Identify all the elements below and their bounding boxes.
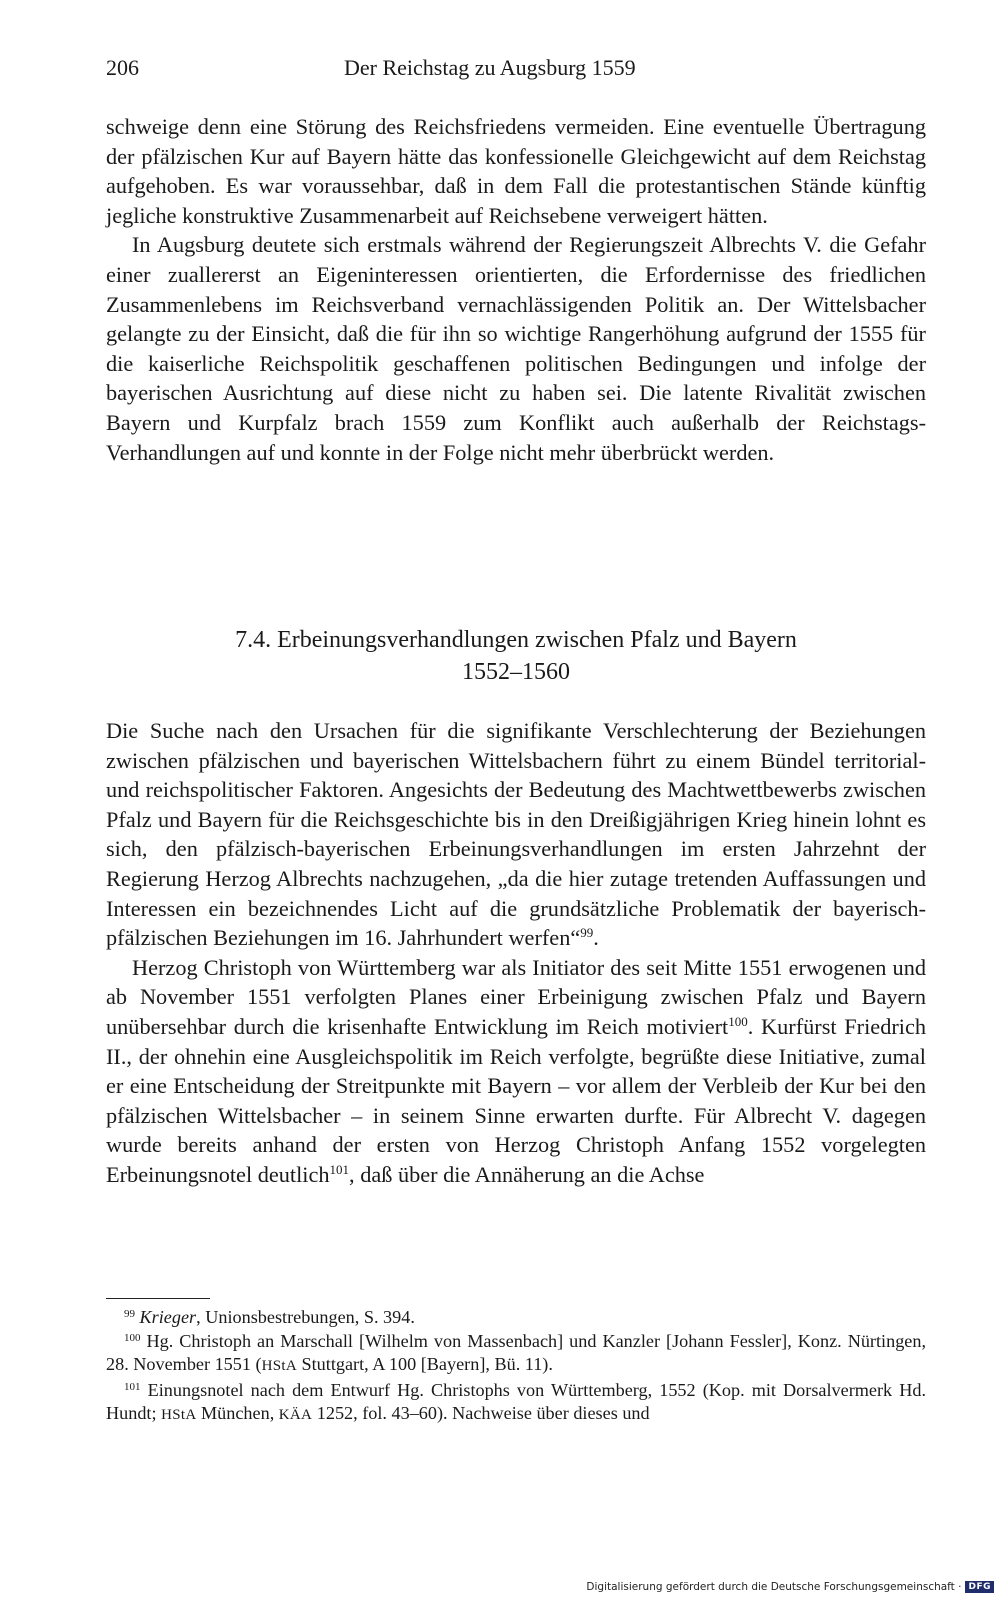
footnote-text: Stuttgart, A 100 [Bayern], Bü. 11). bbox=[296, 1354, 553, 1374]
paragraph-text: , daß über die Annäherung an die Achse bbox=[349, 1161, 705, 1187]
footnote bbox=[106, 1379, 926, 1428]
paragraph-text: Herzog Christoph von Württemberg war als Initiator des seit Mitte 1551 erwogenen und ab November 1551 verfolgten Planes einer Erbeinigung zwischen Pfalz und Bayern unübersehbar durch die krisenhafte Entwicklung im Reich motiviert bbox=[106, 954, 926, 1039]
digitization-text: Digitalisierung gefördert durch die Deutsche Forschungsgemeinschaft · bbox=[586, 1581, 962, 1593]
footnote-ref: 99 bbox=[580, 925, 594, 941]
paragraph: schweige denn eine Störung des Reichsfriedens vermeiden. Eine eventuelle Übertragung der pfälzischen Kur auf Bayern hätte das konfessionelle Gleichgewicht auf dem Reichstag aufgehoben. Es war voraussehbar, daß in dem Fall die protestantischen Stände künftig jegliche konstruktive Zusammenarbeit auf Reichsebene verweigert hätten. bbox=[106, 114, 926, 228]
dfg-logo: DFG bbox=[965, 1581, 994, 1593]
footnote-divider bbox=[106, 1298, 210, 1299]
running-header bbox=[106, 52, 926, 84]
paragraph: In Augsburg deutete sich erstmals während der Regierungszeit Albrechts V. die Gefahr einer zuallererst an Eigeninteressen orientierten, die Erfordernisse des friedlichen Zusammenlebens im Reichsverband vernachlässigenden Politik an. Der Wittelsbacher gelangte zu der Einsicht, daß die für ihn so wichtige Rangerhöhung aufgrund der 1555 für die kaiserliche Reichspolitik geschaffenen politischen Bedingungen und infolge der bayerischen Ausrichtung auf diese nicht zu haben sei. Die latente Rivalität zwischen Bayern und Kurpfalz brach 1559 zum Konflikt auch außerhalb der Reichstags-Verhandlungen auf und konnte in der Folge nicht mehr überbrückt werden. bbox=[106, 232, 926, 465]
paragraph-text: . Kurfürst Friedrich II., der ohnehin eine Ausgleichspolitik im Reich verfolgte, begrüßte diese Initiative, zumal er eine Entscheidung der Streitpunkte mit Bayern – vor allem der Verbleib der Kur bei den pfälzischen Wittelsbacher – in seinem Sinne erwarten durfte. Für Albrecht V. dagegen wurde bereits anhand der ersten von Herzog Christoph Anfang 1552 vorgelegten Erbeinungsnotel deutlich bbox=[106, 1013, 927, 1187]
footnote-number: 101 bbox=[124, 1380, 141, 1393]
footnote-ref: 100 bbox=[728, 1013, 748, 1029]
footnote bbox=[106, 1330, 926, 1379]
footnote-text: München, bbox=[196, 1403, 279, 1423]
footnotes bbox=[106, 1306, 926, 1428]
archive-abbrev: HStA bbox=[261, 1358, 297, 1374]
paragraph-text: Die Suche nach den Ursachen für die signifikante Verschlechterung der Beziehungen zwischen pfälzischen und bayerischen Wittelsbachern führt zu einem Bündel territorial- und reichspolitischer Faktoren. Angesichts der Bedeutung des Machtwettbewerbs zwischen Pfalz und Bayern für die Reichsgeschichte bis in den Dreißigjährigen Krieg hinein lohnt es sich, den pfälzisch-bayerischen Erbeinungsverhandlungen im ersten Jahrzehnt der Regierung Herzog Albrechts nachzugehen, „da die hier zutage tretenden Auffassungen und Interessen ein bezeichnendes Licht auf die grundsätzliche Problematik der bayerisch-pfälzischen Beziehungen im 16. Jahrhundert werfen“ bbox=[106, 718, 926, 951]
section-heading-title: 7.4. Erbeinungsverhandlungen zwischen Pfalz und Bayern bbox=[235, 627, 797, 653]
footnote bbox=[106, 1306, 926, 1330]
body-text-top bbox=[106, 112, 926, 467]
footnote-author: Krieger bbox=[139, 1307, 197, 1327]
running-title: Der Reichstag zu Augsburg 1559 bbox=[344, 55, 636, 80]
paragraph bbox=[106, 716, 926, 953]
section-heading bbox=[106, 624, 926, 688]
body-text-section bbox=[106, 716, 926, 1190]
digitization-notice bbox=[586, 1578, 994, 1596]
archive-abbrev: KÄA bbox=[278, 1407, 313, 1423]
paragraph-text: . bbox=[593, 925, 599, 951]
footnote-text: Einungsnotel nach dem Entwurf Hg. Christophs von Württemberg, 1552 (Kop. mit Dorsalvermerk Hd. Hundt; bbox=[106, 1379, 926, 1423]
paragraph bbox=[106, 953, 926, 1190]
footnote-number: 100 bbox=[124, 1331, 141, 1344]
footnote-text: 1252, fol. 43–60). Nachweise über dieses und bbox=[312, 1403, 650, 1423]
footnote-ref: 101 bbox=[329, 1161, 350, 1177]
footnote-text: , Unionsbestrebungen, S. 394. bbox=[196, 1307, 415, 1327]
page-number: 206 bbox=[106, 55, 139, 80]
footnote-text: Hg. Christoph an Marschall [Wilhelm von Massenbach] und Kanzler [Johann Fessler], Konz. Nürtingen, 28. November 1551 ( bbox=[106, 1330, 926, 1374]
archive-abbrev: HStA bbox=[161, 1407, 197, 1423]
section-heading-years: 1552–1560 bbox=[462, 659, 570, 685]
footnote-number: 99 bbox=[124, 1308, 135, 1320]
